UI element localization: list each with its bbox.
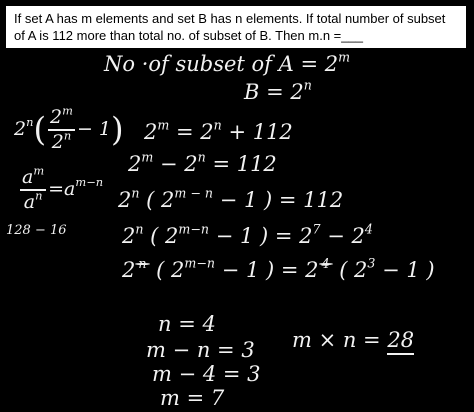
side-note-subtraction: 128 − 16 [6, 223, 67, 238]
equation-4: 2$^n$ ( $2^{m-n} - 1$ ) = $2^7 - 2^4$ [122, 221, 373, 248]
subset-count-b: $B = 2^n$ [244, 77, 312, 104]
circled-exponent-4: 4 [319, 263, 333, 265]
result-m: m = 7 [160, 386, 225, 410]
equation-1: $2^m = 2^n + 112$ [144, 117, 293, 144]
equation-3: 2$^n$ ( $2^{m - n} - 1$ ) = 112 [118, 185, 344, 212]
equation-5: 2 $^n$ ( $2^{m-n} - 1$ ) = 2 $^4$ ( $2^3 - 1$ ) [122, 255, 435, 282]
handwritten-solution [0, 48, 474, 412]
result-m-minus-4: m − 4 = 3 [152, 362, 261, 386]
result-m-minus-n: m − n = 3 [146, 338, 255, 362]
circled-exponent-n: n [135, 263, 149, 265]
side-note-exponent-rule: $\frac{a^m}{a^n}$ $=a^{m-n}$ [22, 163, 104, 213]
equation-2: $2^m - 2^n = 112$ [128, 149, 277, 176]
question-box [6, 6, 466, 48]
final-answer-value: 28 [387, 328, 414, 355]
side-note-fraction: $\frac{2^m}{2^n}$ [50, 103, 73, 153]
subset-count-a: No ·of subset of $A = 2^m$ [104, 49, 351, 76]
side-note-factor: 2$^n$( $\frac{2^m}{2^n}$ − 1) [14, 103, 124, 153]
final-answer: m × n = 28 [292, 330, 414, 351]
result-n: n = 4 [158, 312, 216, 336]
question-text: If set A has m elements and set B has n elements. If total number of subset of A is 112 more than total no. of subset of B. Then m.n =___ [14, 11, 446, 43]
